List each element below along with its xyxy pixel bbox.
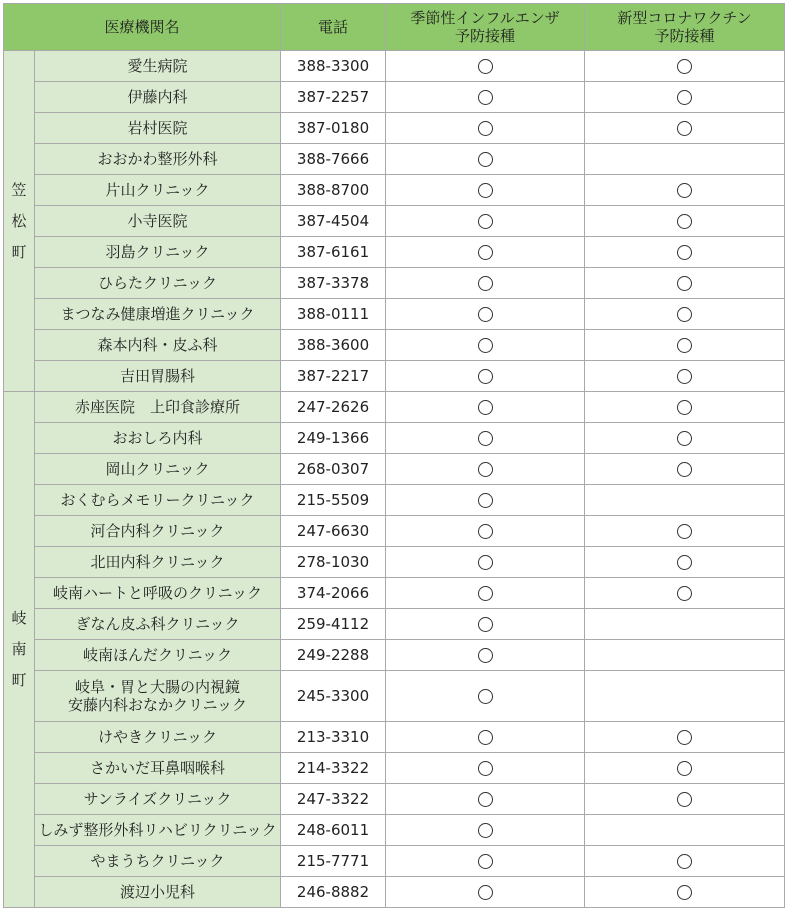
clinic-phone: 387-3378 bbox=[281, 268, 386, 299]
available-circle-icon bbox=[677, 792, 692, 807]
covid-cell bbox=[585, 784, 785, 815]
covid-cell bbox=[585, 815, 785, 846]
covid-cell bbox=[585, 516, 785, 547]
available-circle-icon bbox=[478, 524, 493, 539]
table-row bbox=[4, 361, 785, 392]
table-row bbox=[4, 237, 785, 268]
available-circle-icon bbox=[478, 617, 493, 632]
clinic-phone: 388-8700 bbox=[281, 175, 386, 206]
header-phone: 電話 bbox=[281, 4, 386, 51]
district-label bbox=[4, 392, 35, 908]
clinic-name: 渡辺小児科 bbox=[35, 877, 281, 908]
clinic-name: 片山クリニック bbox=[35, 175, 281, 206]
flu-cell bbox=[386, 175, 585, 206]
district-label-char: 岐 bbox=[11, 609, 27, 627]
available-circle-icon bbox=[677, 400, 692, 415]
available-circle-icon bbox=[677, 214, 692, 229]
covid-cell bbox=[585, 113, 785, 144]
clinic-name: 岡山クリニック bbox=[35, 454, 281, 485]
flu-cell bbox=[386, 722, 585, 753]
clinic-name: 伊藤内科 bbox=[35, 82, 281, 113]
covid-cell bbox=[585, 423, 785, 454]
clinic-name: おおしろ内科 bbox=[35, 423, 281, 454]
clinic-name: おおかわ整形外科 bbox=[35, 144, 281, 175]
clinic-phone: 246-8882 bbox=[281, 877, 386, 908]
flu-cell bbox=[386, 268, 585, 299]
available-circle-icon bbox=[478, 59, 493, 74]
clinic-phone: 247-2626 bbox=[281, 392, 386, 423]
clinic-phone: 388-0111 bbox=[281, 299, 386, 330]
available-circle-icon bbox=[478, 369, 493, 384]
clinic-phone: 268-0307 bbox=[281, 454, 386, 485]
covid-cell bbox=[585, 578, 785, 609]
flu-cell bbox=[386, 640, 585, 671]
available-circle-icon bbox=[677, 730, 692, 745]
clinic-name: さかいだ耳鼻咽喉科 bbox=[35, 753, 281, 784]
clinic-name: やまうちクリニック bbox=[35, 846, 281, 877]
table-row bbox=[4, 144, 785, 175]
covid-cell bbox=[585, 547, 785, 578]
flu-cell bbox=[386, 784, 585, 815]
flu-cell bbox=[386, 815, 585, 846]
clinic-name: まつなみ健康増進クリニック bbox=[35, 299, 281, 330]
clinic-name-line: 岐阜・胃と大腸の内視鏡 bbox=[75, 678, 241, 696]
clinic-phone: 388-3600 bbox=[281, 330, 386, 361]
covid-cell bbox=[585, 392, 785, 423]
available-circle-icon bbox=[677, 462, 692, 477]
available-circle-icon bbox=[478, 648, 493, 663]
clinic-phone: 249-1366 bbox=[281, 423, 386, 454]
clinic-name: 河合内科クリニック bbox=[35, 516, 281, 547]
clinic-phone: 248-6011 bbox=[281, 815, 386, 846]
covid-cell bbox=[585, 361, 785, 392]
clinic-phone: 214-3322 bbox=[281, 753, 386, 784]
flu-cell bbox=[386, 113, 585, 144]
flu-cell bbox=[386, 330, 585, 361]
clinic-phone: 388-3300 bbox=[281, 51, 386, 82]
available-circle-icon bbox=[677, 307, 692, 322]
table-row bbox=[4, 547, 785, 578]
clinic-name: 岐南ほんだクリニック bbox=[35, 640, 281, 671]
flu-cell bbox=[386, 51, 585, 82]
clinic-name: 岩村医院 bbox=[35, 113, 281, 144]
clinic-phone: 247-3322 bbox=[281, 784, 386, 815]
table-header-row bbox=[4, 4, 785, 51]
table-row bbox=[4, 609, 785, 640]
table-row bbox=[4, 485, 785, 516]
clinic-name: 岐南ハートと呼吸のクリニック bbox=[35, 578, 281, 609]
district-label-char: 笠 bbox=[11, 180, 27, 199]
header-covid-line1: 新型コロナワクチン bbox=[617, 9, 752, 27]
clinic-phone: 374-2066 bbox=[281, 578, 386, 609]
header-covid bbox=[585, 4, 785, 51]
available-circle-icon bbox=[478, 90, 493, 105]
table-row bbox=[4, 392, 785, 423]
covid-cell bbox=[585, 237, 785, 268]
clinic-phone: 215-7771 bbox=[281, 846, 386, 877]
table-row bbox=[4, 330, 785, 361]
covid-cell bbox=[585, 846, 785, 877]
table-row bbox=[4, 846, 785, 877]
table-row bbox=[4, 175, 785, 206]
available-circle-icon bbox=[478, 493, 493, 508]
header-name: 医療機関名 bbox=[4, 4, 281, 51]
available-circle-icon bbox=[478, 400, 493, 415]
district-label-char: 松 bbox=[11, 211, 27, 230]
covid-cell bbox=[585, 330, 785, 361]
available-circle-icon bbox=[478, 689, 493, 704]
covid-cell bbox=[585, 454, 785, 485]
clinic-phone: 215-5509 bbox=[281, 485, 386, 516]
available-circle-icon bbox=[677, 885, 692, 900]
clinic-name: 吉田胃腸科 bbox=[35, 361, 281, 392]
available-circle-icon bbox=[478, 792, 493, 807]
available-circle-icon bbox=[478, 885, 493, 900]
covid-cell bbox=[585, 206, 785, 237]
clinic-name-line: 安藤内科おなかクリニック bbox=[67, 696, 248, 714]
flu-cell bbox=[386, 846, 585, 877]
clinic-name: ぎなん皮ふ科クリニック bbox=[35, 609, 281, 640]
flu-cell bbox=[386, 485, 585, 516]
available-circle-icon bbox=[677, 369, 692, 384]
table-row bbox=[4, 51, 785, 82]
flu-cell bbox=[386, 206, 585, 237]
clinic-name: 羽島クリニック bbox=[35, 237, 281, 268]
available-circle-icon bbox=[478, 214, 493, 229]
table-row bbox=[4, 113, 785, 144]
flu-cell bbox=[386, 144, 585, 175]
table-row bbox=[4, 671, 785, 722]
available-circle-icon bbox=[677, 854, 692, 869]
flu-cell bbox=[386, 753, 585, 784]
header-flu-line1: 季節性インフルエンザ bbox=[410, 9, 560, 27]
clinic-name: 小寺医院 bbox=[35, 206, 281, 237]
available-circle-icon bbox=[677, 586, 692, 601]
clinic-phone: 387-6161 bbox=[281, 237, 386, 268]
clinic-name: サンライズクリニック bbox=[35, 784, 281, 815]
available-circle-icon bbox=[677, 276, 692, 291]
table-row bbox=[4, 516, 785, 547]
clinic-phone: 213-3310 bbox=[281, 722, 386, 753]
clinic-name: 愛生病院 bbox=[35, 51, 281, 82]
flu-cell bbox=[386, 454, 585, 485]
available-circle-icon bbox=[478, 338, 493, 353]
covid-cell bbox=[585, 722, 785, 753]
district-label-char: 町 bbox=[11, 242, 27, 261]
flu-cell bbox=[386, 609, 585, 640]
available-circle-icon bbox=[677, 183, 692, 198]
available-circle-icon bbox=[478, 823, 493, 838]
clinic-phone: 247-6630 bbox=[281, 516, 386, 547]
table-row bbox=[4, 268, 785, 299]
available-circle-icon bbox=[677, 761, 692, 776]
clinic-name: ひらたクリニック bbox=[35, 268, 281, 299]
clinic-phone: 278-1030 bbox=[281, 547, 386, 578]
covid-cell bbox=[585, 640, 785, 671]
table-row bbox=[4, 753, 785, 784]
clinic-phone: 387-2257 bbox=[281, 82, 386, 113]
covid-cell bbox=[585, 144, 785, 175]
available-circle-icon bbox=[478, 245, 493, 260]
available-circle-icon bbox=[677, 90, 692, 105]
covid-cell bbox=[585, 51, 785, 82]
clinic-name: けやきクリニック bbox=[35, 722, 281, 753]
covid-cell bbox=[585, 609, 785, 640]
covid-cell bbox=[585, 175, 785, 206]
header-covid-line2: 予防接種 bbox=[654, 27, 715, 45]
clinic-name bbox=[35, 671, 281, 722]
available-circle-icon bbox=[478, 462, 493, 477]
clinic-phone: 387-0180 bbox=[281, 113, 386, 144]
flu-cell bbox=[386, 237, 585, 268]
table-row bbox=[4, 206, 785, 237]
flu-cell bbox=[386, 578, 585, 609]
flu-cell bbox=[386, 516, 585, 547]
flu-cell bbox=[386, 877, 585, 908]
table-row bbox=[4, 454, 785, 485]
available-circle-icon bbox=[478, 761, 493, 776]
available-circle-icon bbox=[478, 730, 493, 745]
clinic-phone: 249-2288 bbox=[281, 640, 386, 671]
flu-cell bbox=[386, 361, 585, 392]
flu-cell bbox=[386, 82, 585, 113]
available-circle-icon bbox=[478, 854, 493, 869]
available-circle-icon bbox=[677, 555, 692, 570]
clinic-name: 北田内科クリニック bbox=[35, 547, 281, 578]
available-circle-icon bbox=[478, 431, 493, 446]
available-circle-icon bbox=[478, 183, 493, 198]
table-row bbox=[4, 82, 785, 113]
flu-cell bbox=[386, 392, 585, 423]
district-label-char: 南 bbox=[11, 640, 27, 658]
clinic-phone: 245-3300 bbox=[281, 671, 386, 722]
flu-cell bbox=[386, 299, 585, 330]
clinic-name: 赤座医院 上印食診療所 bbox=[35, 392, 281, 423]
table-body bbox=[4, 51, 785, 908]
available-circle-icon bbox=[677, 524, 692, 539]
available-circle-icon bbox=[677, 121, 692, 136]
covid-cell bbox=[585, 268, 785, 299]
table-row bbox=[4, 640, 785, 671]
available-circle-icon bbox=[677, 245, 692, 260]
header-flu bbox=[386, 4, 585, 51]
district-label-char: 町 bbox=[11, 671, 27, 689]
clinic-name: しみず整形外科リハビリクリニック bbox=[35, 815, 281, 846]
available-circle-icon bbox=[677, 338, 692, 353]
clinic-name: 森本内科・皮ふ科 bbox=[35, 330, 281, 361]
district-label bbox=[4, 51, 35, 392]
available-circle-icon bbox=[478, 121, 493, 136]
available-circle-icon bbox=[478, 152, 493, 167]
available-circle-icon bbox=[677, 59, 692, 74]
table-row bbox=[4, 578, 785, 609]
clinic-table bbox=[3, 3, 785, 908]
table-row bbox=[4, 722, 785, 753]
table-row bbox=[4, 299, 785, 330]
available-circle-icon bbox=[677, 431, 692, 446]
available-circle-icon bbox=[478, 555, 493, 570]
table-row bbox=[4, 784, 785, 815]
covid-cell bbox=[585, 753, 785, 784]
flu-cell bbox=[386, 423, 585, 454]
flu-cell bbox=[386, 547, 585, 578]
clinic-phone: 388-7666 bbox=[281, 144, 386, 175]
clinic-name: おくむらメモリークリニック bbox=[35, 485, 281, 516]
table-row bbox=[4, 815, 785, 846]
covid-cell bbox=[585, 82, 785, 113]
header-flu-line2: 予防接種 bbox=[455, 27, 516, 45]
clinic-phone: 387-4504 bbox=[281, 206, 386, 237]
available-circle-icon bbox=[478, 586, 493, 601]
covid-cell bbox=[585, 485, 785, 516]
available-circle-icon bbox=[478, 307, 493, 322]
covid-cell bbox=[585, 877, 785, 908]
clinic-phone: 387-2217 bbox=[281, 361, 386, 392]
available-circle-icon bbox=[478, 276, 493, 291]
flu-cell bbox=[386, 671, 585, 722]
covid-cell bbox=[585, 671, 785, 722]
table-row bbox=[4, 423, 785, 454]
covid-cell bbox=[585, 299, 785, 330]
table-row bbox=[4, 877, 785, 908]
clinic-phone: 259-4112 bbox=[281, 609, 386, 640]
